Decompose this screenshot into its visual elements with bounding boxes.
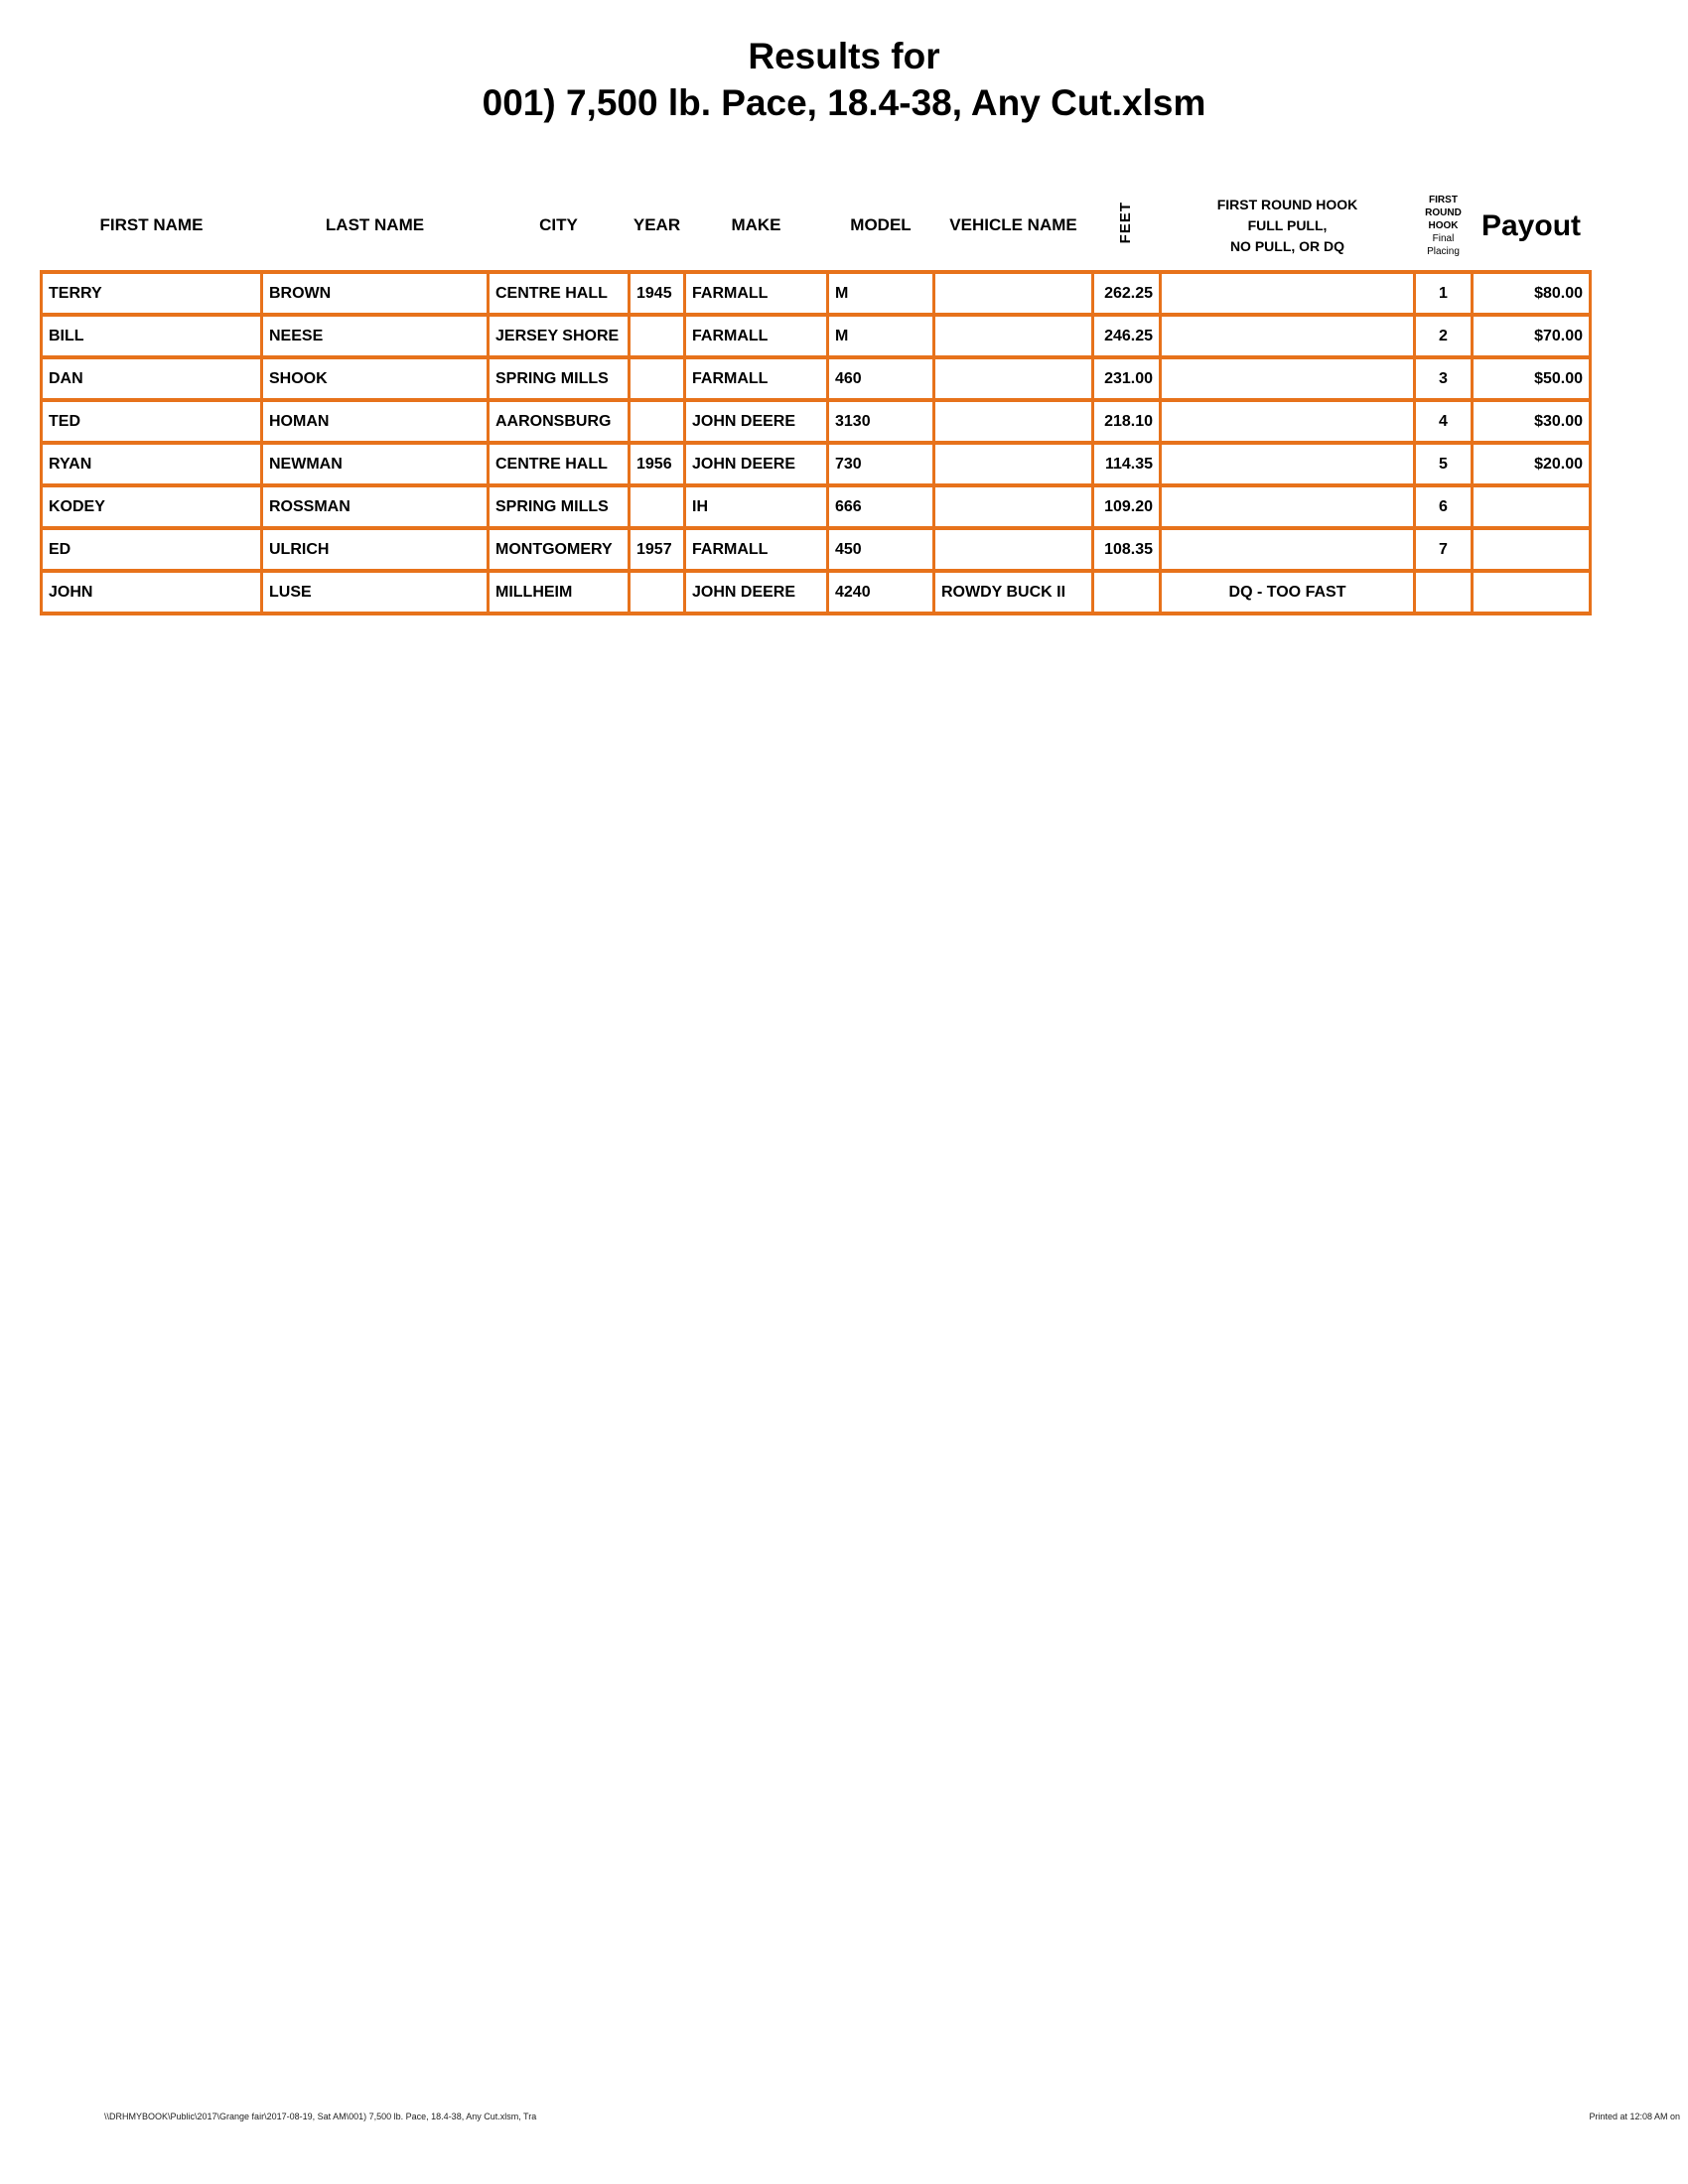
cell-placing: 5 xyxy=(1415,443,1473,485)
placing-header-line-4: Final xyxy=(1432,232,1455,244)
cell-hook-result xyxy=(1161,315,1415,357)
cell-payout: $70.00 xyxy=(1473,315,1591,357)
cell-vehicle-name xyxy=(934,485,1093,528)
table-row xyxy=(42,357,1591,400)
cell-first-name: KODEY xyxy=(42,485,262,528)
cell-city: CENTRE HALL xyxy=(489,443,630,485)
cell-vehicle-name xyxy=(934,443,1093,485)
cell-last-name: HOMAN xyxy=(262,400,489,443)
cell-payout: $80.00 xyxy=(1473,272,1591,315)
table-row xyxy=(42,485,1591,528)
cell-hook-result xyxy=(1161,357,1415,400)
cell-vehicle-name xyxy=(934,315,1093,357)
cell-first-name: TED xyxy=(42,400,262,443)
col-header-last-name: LAST NAME xyxy=(325,214,425,234)
placing-header-line-3: HOOK xyxy=(1428,219,1459,231)
cell-model: 460 xyxy=(828,357,934,400)
table-header-row xyxy=(42,185,1591,272)
cell-year: 1945 xyxy=(630,272,685,315)
cell-payout xyxy=(1473,485,1591,528)
cell-year xyxy=(630,400,685,443)
col-header-hook-result xyxy=(1161,185,1415,272)
cell-make: FARMALL xyxy=(685,272,828,315)
cell-model: 4240 xyxy=(828,571,934,614)
cell-city: SPRING MILLS xyxy=(489,357,630,400)
table-row xyxy=(42,315,1591,357)
table-row xyxy=(42,272,1591,315)
cell-vehicle-name xyxy=(934,357,1093,400)
cell-vehicle-name xyxy=(934,272,1093,315)
cell-vehicle-name xyxy=(934,400,1093,443)
cell-payout: $30.00 xyxy=(1473,400,1591,443)
hook-header-line-1: FIRST ROUND HOOK xyxy=(1216,196,1358,212)
col-header-vehicle-name: VEHICLE NAME xyxy=(949,214,1077,234)
cell-model: 3130 xyxy=(828,400,934,443)
placing-header-line-1: FIRST xyxy=(1429,194,1458,205)
cell-model: M xyxy=(828,272,934,315)
cell-model: 730 xyxy=(828,443,934,485)
col-header-payout: Payout xyxy=(1480,208,1582,242)
page-title: Results for xyxy=(748,36,940,76)
cell-first-name: BILL xyxy=(42,315,262,357)
cell-payout: $20.00 xyxy=(1473,443,1591,485)
cell-placing: 4 xyxy=(1415,400,1473,443)
cell-city: JERSEY SHORE xyxy=(489,315,630,357)
table-row xyxy=(42,528,1591,571)
cell-feet: 108.35 xyxy=(1093,528,1161,571)
cell-year xyxy=(630,357,685,400)
cell-city: MILLHEIM xyxy=(489,571,630,614)
hook-header-line-2: FULL PULL, xyxy=(1247,216,1328,233)
col-header-model: MODEL xyxy=(850,214,912,234)
cell-first-name: TERRY xyxy=(42,272,262,315)
cell-hook-result xyxy=(1161,443,1415,485)
cell-make: FARMALL xyxy=(685,357,828,400)
cell-city: SPRING MILLS xyxy=(489,485,630,528)
cell-last-name: NEESE xyxy=(262,315,489,357)
cell-feet: 114.35 xyxy=(1093,443,1161,485)
cell-placing: 6 xyxy=(1415,485,1473,528)
cell-make: IH xyxy=(685,485,828,528)
cell-make: JOHN DEERE xyxy=(685,571,828,614)
cell-year: 1957 xyxy=(630,528,685,571)
cell-last-name: LUSE xyxy=(262,571,489,614)
cell-model: 666 xyxy=(828,485,934,528)
results-table xyxy=(40,185,1592,615)
cell-feet: 246.25 xyxy=(1093,315,1161,357)
cell-make: FARMALL xyxy=(685,528,828,571)
cell-model: 450 xyxy=(828,528,934,571)
cell-city: MONTGOMERY xyxy=(489,528,630,571)
cell-make: JOHN DEERE xyxy=(685,443,828,485)
cell-feet xyxy=(1093,571,1161,614)
cell-vehicle-name: ROWDY BUCK II xyxy=(934,571,1093,614)
cell-placing xyxy=(1415,571,1473,614)
cell-hook-result: DQ - TOO FAST xyxy=(1161,571,1415,614)
cell-payout: $50.00 xyxy=(1473,357,1591,400)
cell-feet: 218.10 xyxy=(1093,400,1161,443)
cell-last-name: NEWMAN xyxy=(262,443,489,485)
cell-hook-result xyxy=(1161,400,1415,443)
cell-first-name: ED xyxy=(42,528,262,571)
title-block xyxy=(0,0,1688,124)
col-header-year: YEAR xyxy=(633,214,681,234)
cell-city: AARONSBURG xyxy=(489,400,630,443)
cell-placing: 1 xyxy=(1415,272,1473,315)
placing-header-line-2: ROUND xyxy=(1425,206,1462,218)
table-row xyxy=(42,443,1591,485)
col-header-feet xyxy=(1093,185,1161,272)
cell-placing: 7 xyxy=(1415,528,1473,571)
footer-file-path: \\DRHMYBOOK\Public\2017\Grange fair\2017-08-19, Sat AM\001) 7,500 lb. Pace, 18.4-38, Any Cut.xlsm, Tra xyxy=(104,2112,537,2121)
cell-hook-result xyxy=(1161,272,1415,315)
cell-make: FARMALL xyxy=(685,315,828,357)
cell-year xyxy=(630,315,685,357)
cell-first-name: RYAN xyxy=(42,443,262,485)
cell-first-name: DAN xyxy=(42,357,262,400)
cell-vehicle-name xyxy=(934,528,1093,571)
cell-model: M xyxy=(828,315,934,357)
cell-year: 1956 xyxy=(630,443,685,485)
cell-placing: 2 xyxy=(1415,315,1473,357)
cell-feet: 231.00 xyxy=(1093,357,1161,400)
cell-year xyxy=(630,485,685,528)
hook-header-line-3: NO PULL, OR DQ xyxy=(1229,237,1345,254)
cell-feet: 109.20 xyxy=(1093,485,1161,528)
cell-payout xyxy=(1473,571,1591,614)
col-header-first-name: FIRST NAME xyxy=(99,214,204,234)
cell-payout xyxy=(1473,528,1591,571)
cell-hook-result xyxy=(1161,528,1415,571)
cell-make: JOHN DEERE xyxy=(685,400,828,443)
cell-last-name: SHOOK xyxy=(262,357,489,400)
placing-header-line-5: Placing xyxy=(1427,245,1460,257)
cell-last-name: BROWN xyxy=(262,272,489,315)
cell-last-name: ULRICH xyxy=(262,528,489,571)
col-header-placing xyxy=(1415,185,1473,272)
col-header-make: MAKE xyxy=(731,214,781,234)
cell-year xyxy=(630,571,685,614)
cell-placing: 3 xyxy=(1415,357,1473,400)
footer-printed-timestamp: Printed at 12:08 AM on xyxy=(1589,2112,1680,2121)
cell-feet: 262.25 xyxy=(1093,272,1161,315)
page-subtitle-filename: 001) 7,500 lb. Pace, 18.4-38, Any Cut.xlsm xyxy=(482,82,1206,123)
cell-first-name: JOHN xyxy=(42,571,262,614)
cell-hook-result xyxy=(1161,485,1415,528)
table-row xyxy=(42,571,1591,614)
col-header-city: CITY xyxy=(539,214,578,234)
table-row xyxy=(42,400,1591,443)
cell-last-name: ROSSMAN xyxy=(262,485,489,528)
cell-city: CENTRE HALL xyxy=(489,272,630,315)
feet-vertical-label: FEET xyxy=(1117,202,1135,244)
